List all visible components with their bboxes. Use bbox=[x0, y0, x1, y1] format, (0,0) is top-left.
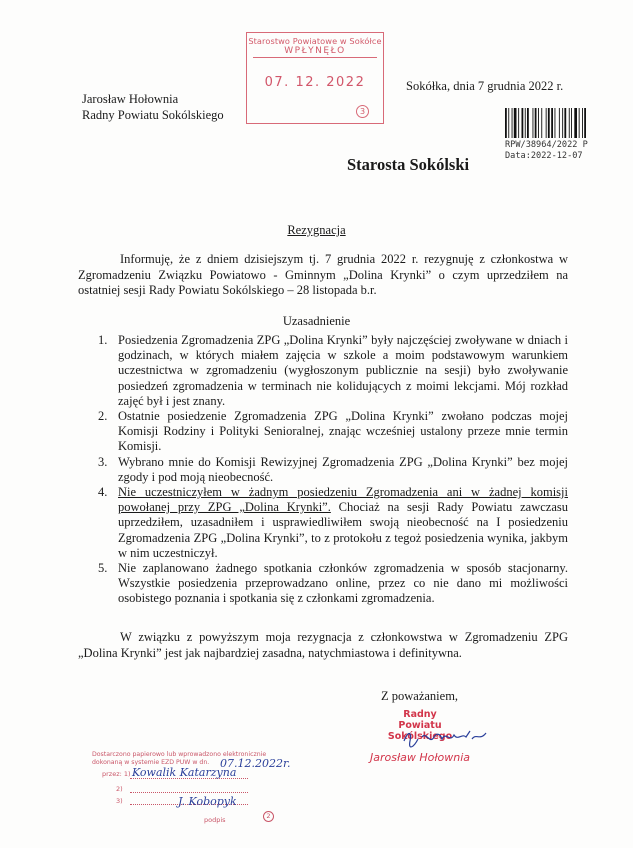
stamp-number: 3 bbox=[356, 105, 369, 118]
reason-number: 3. bbox=[98, 454, 108, 469]
reason-underlined-text: Nie uczestniczyłem w żadnym posiedzeniu Zgromadzenia ani w żadnej komisji powołanej przy ZPG „Dolina Krynki”. bbox=[118, 485, 568, 515]
reason-item bbox=[92, 333, 568, 409]
reason-item bbox=[92, 455, 568, 485]
reason-text: Chociaż na sesji Rady Powiatu zawczasu uprzedziłem, uzasadniłem i usprawiedliwiłem swoją nieobecność na I posiedzeniu Zgromadzenia ZPG „Dolina Krynki”, to z protokołu z tegoż posiedzenia wynika, jakbym w nim uczestniczył. bbox=[118, 500, 568, 560]
reason-item bbox=[92, 409, 568, 455]
registration-by-label: przez: 1) bbox=[102, 770, 131, 778]
registration-signature: J. Kobopyk bbox=[178, 795, 237, 808]
stamp-status: WPŁYNĘŁO bbox=[284, 46, 346, 56]
reason-number: 5. bbox=[98, 561, 108, 576]
registration-line-2 bbox=[130, 792, 248, 793]
reason-text: Nie zaplanowano żadnego spotkania członków zgromadzenia w sposób stacjonarny. Wszystkie posiedzenia przeprowadzano online, przez co nie dano mi możliwości osobistego poznania i spotkania się z członkami zgromadzenia. bbox=[118, 561, 568, 606]
closing-paragraph: W związku z powyższym moja rezygnacja z członkowstwa w Zgromadzeniu ZPG „Dolina Krynki” jest jak najbardziej zasadna, natychmiastowa i definitywna. bbox=[78, 630, 568, 660]
stamp-office: Starostwo Powiatowe w Sokółce bbox=[248, 36, 382, 46]
registration-by1-handwritten: Kowalik Katarzyna bbox=[132, 766, 237, 779]
place-date: Sokółka, dnia 7 grudnia 2022 r. bbox=[406, 79, 564, 93]
registry-code: RPW/38964/2022 P bbox=[505, 140, 588, 150]
registration-line-2-label: 2) bbox=[116, 785, 123, 793]
sender-name: Jarosław Hołownia bbox=[82, 92, 179, 106]
stamp-divider bbox=[253, 57, 377, 58]
reason-number: 2. bbox=[98, 409, 108, 424]
sender-block bbox=[82, 91, 224, 123]
reason-text: Posiedzenia Zgromadzenia ZPG „Dolina Krynki” były najczęściej zwoływane w dniach i godzinach, w których miałem zajęcia w szkole a moim podstawowym warunkiem uczestnictwa w zgromadzeniu (wygłoszonym publicznie na sesji) było zwoływanie posiedzeń zgromadzenia w terminach nie kolidujących z moimi lekcjami. Mój rozkład zajęć był i jest znany. bbox=[118, 333, 568, 408]
reason-number: 1. bbox=[98, 333, 108, 347]
sender-role: Radny Powiatu Sokólskiego bbox=[82, 108, 224, 122]
handwritten-signature bbox=[400, 727, 490, 749]
reason-text: Wybrano mnie do Komisji Rewizyjnej Zgromadzenia ZPG „Dolina Krynki” bez mojej zgody i pod moją nieobecność. bbox=[118, 454, 568, 484]
barcode bbox=[505, 108, 615, 138]
registration-text: Dostarczono papierowo lub wprowadzono elektronicznie dokonaną w systemie EZD PUW w dn. bbox=[92, 751, 267, 766]
reason-text: Ostatnie posiedzenie Zgromadzenia ZPG „Dolina Krynki” zwołano podczas mojej Komisji Rodziny i Polityki Senioralnej, znając wcześniej ustalony przeze mnie termin Komisji. bbox=[118, 409, 568, 454]
reason-item bbox=[92, 485, 568, 561]
signature-stamp-line2: Powiatu Sokólskiego bbox=[387, 720, 453, 742]
registration-number: 2 bbox=[263, 811, 274, 822]
signature-stamp-name: Jarosław Hołownia bbox=[369, 751, 470, 764]
signature-stamp-line1: Radny bbox=[403, 709, 437, 720]
document-title: Rezygnacja bbox=[287, 223, 346, 237]
registry-date: Data:2022-12-07 bbox=[505, 150, 583, 161]
reason-number: 4. bbox=[98, 485, 108, 500]
registry-stamp bbox=[246, 32, 384, 124]
reasons-list bbox=[92, 333, 568, 607]
addressee: Starosta Sokólski bbox=[347, 155, 470, 174]
intro-paragraph: Informuję, że z dniem dzisiejszym tj. 7 grudnia 2022 r. rezygnuję z członkostwa w Zgromadzeniu Związku Powiatowo - Gminnym „Dolina Krynki” o czym uprzedziłem na ostatniej sesji Rady Powiatu Sokólskiego – 28 listopada b.r. bbox=[78, 252, 568, 297]
registration-stamp bbox=[82, 748, 292, 828]
registration-line-3-label: 3) bbox=[116, 797, 123, 805]
stamp-date: 07. 12. 2022 bbox=[264, 75, 366, 90]
reason-item bbox=[92, 561, 568, 607]
justification-heading: Uzasadnienie bbox=[282, 314, 351, 328]
regards: Z poważaniem, bbox=[381, 689, 459, 703]
registration-signature-label: podpis bbox=[204, 816, 226, 824]
document-title-wrap bbox=[0, 223, 633, 238]
registration-date-handwritten: 07.12.2022r. bbox=[220, 757, 291, 770]
registry-label bbox=[505, 140, 588, 161]
